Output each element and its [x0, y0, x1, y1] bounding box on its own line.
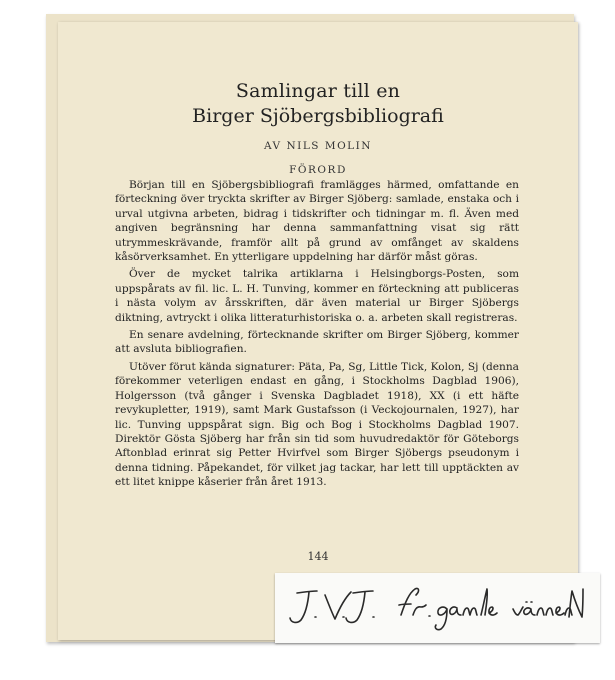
- page-number: 144: [307, 550, 329, 563]
- signature-stroke: [569, 589, 583, 617]
- inscription-card: [275, 573, 600, 643]
- paragraph: Utöver förut kända signaturer: Päta, Pa, Sg, Little Tick, Kolon, Sj (denna förekommer veterligen endast en gång, i Stockholms Dagblad 1906), Holgersson (två gånger i Svenska Dagbladet 1918), XX (i ett häfte revykupletter, 1919), samt Mark Gustafsson (i Veckojournalen, 1927), har lic. Tunving uppspårat sign. Big och Bog i Stockholms Dagblad 1907. Direktör Gösta Sjöberg har från sin tid som huvudredaktör för Göteborgs Aftonblad erinrat sig Petter Hvirfvel som Birger Sjöbergs pseudonym i denna tidning. Påpekandet, för vilket jag tackar, har lett till upptäckten av ett litet knippe kåserier från året 1913.: [115, 360, 519, 489]
- paragraph: Början till en Sjöbergsbibliografi framlägges härmed, omfattande en förteckning över tryckta skrifter av Birger Sjöberg: samlade, enstaka och i urval utgivna arbeten, bidrag i tidskrifter och tidningar m. fl. Även med angiven begränsning har denna sammanfattning visat sig rätt utrymmeskrävande, framför allt på grund av omfånget av skaldens kåsörverksamhet. En ytterligare uppdelning har därför måst göras.: [115, 179, 519, 264]
- document-title-line-2: Birger Sjöbergsbibliografi: [192, 105, 444, 127]
- handwritten-signature: [275, 573, 600, 643]
- document-page: [58, 22, 578, 640]
- paragraph: Över de mycket talrika artiklarna i Helsingborgs-Posten, som uppspårats av fil. lic. L. H. Tunving, kommer en förteckning att publiceras i nästa volym av årsskriften, där även material ur Birger Sjöbergs diktning, avtryckt i olika litteraturhistoriska o. a. arbeten skall registreras.: [115, 268, 519, 324]
- section-heading: FÖRORD: [289, 164, 347, 176]
- document-title-line-1: Samlingar till en: [235, 80, 401, 102]
- paragraph: En senare avdelning, förtecknande skrifter om Birger Sjöberg, kommer att avsluta bibliografien.: [115, 329, 519, 356]
- author-line: AV NILS MOLIN: [264, 140, 372, 152]
- body-text: [115, 178, 519, 490]
